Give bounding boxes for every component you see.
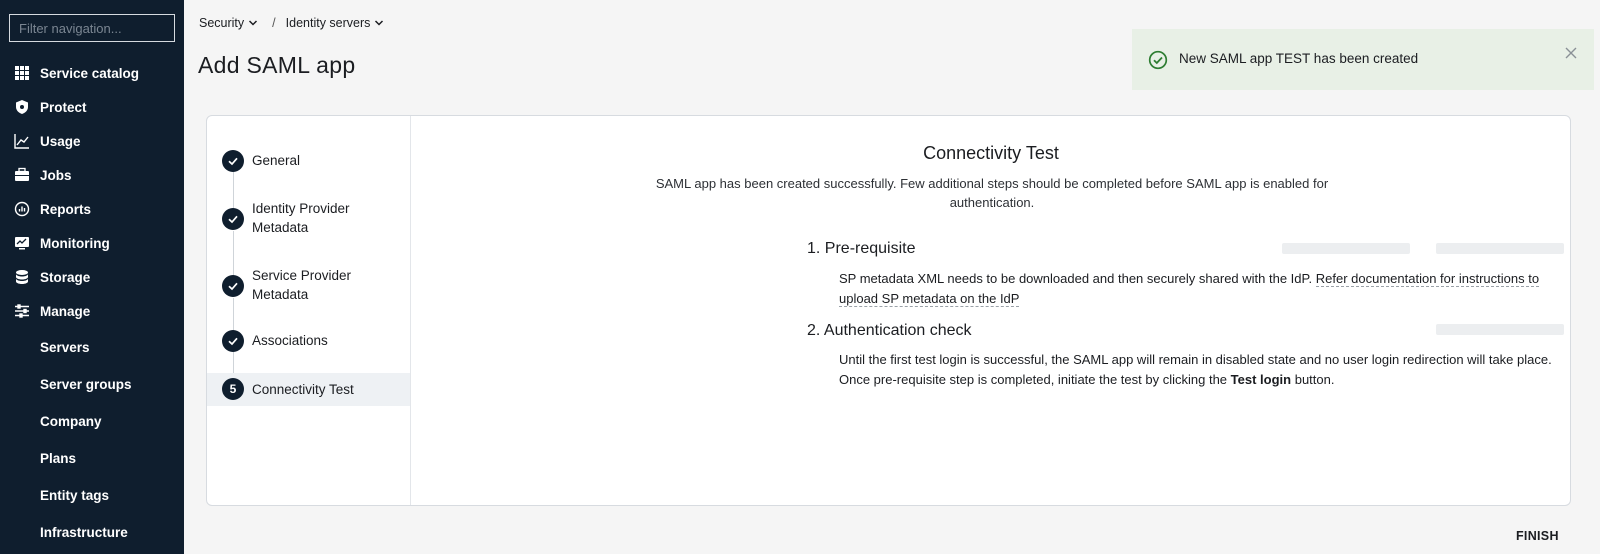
- chevron-down-icon: [374, 18, 384, 28]
- database-icon: [0, 269, 40, 285]
- check-icon: [222, 275, 244, 297]
- briefcase-icon: [0, 167, 40, 183]
- test-login-reference: Test login: [1230, 371, 1292, 387]
- section-title: Connectivity Test: [923, 143, 1059, 163]
- section-description: SAML app has been created successfully. Few additional steps should be completed before SAML app is enabled for authentication.: [655, 176, 1329, 210]
- wizard-step-service-provider-metadata[interactable]: [207, 266, 410, 306]
- step-label: General: [252, 153, 301, 168]
- sidebar-subitem-servers[interactable]: Servers: [40, 339, 90, 355]
- prerequisite-heading: 1. Pre-requisite: [807, 240, 916, 257]
- sidebar-subitem-entity-tags[interactable]: Entity tags: [40, 487, 110, 503]
- breadcrumb-identity-servers-label: Identity servers: [285, 16, 371, 30]
- sidebar-subitem-plans[interactable]: Plans: [40, 450, 77, 466]
- sidebar: [0, 0, 184, 554]
- check-icon: [222, 208, 244, 230]
- wizard-step-identity-provider-metadata[interactable]: [207, 199, 410, 239]
- documentation-link[interactable]: Refer documentation for instructions to upload SP metadata on the IdP: [839, 271, 1540, 306]
- sidebar-subitem-server-groups[interactable]: Server groups: [40, 376, 132, 392]
- sidebar-item-label: Usage: [40, 133, 81, 149]
- breadcrumb-identity-servers[interactable]: [286, 16, 385, 30]
- sidebar-item-storage[interactable]: [0, 262, 184, 292]
- grid-icon: [0, 65, 40, 81]
- sidebar-item-label: Protect: [40, 99, 87, 115]
- prerequisite-body: SP metadata XML needs to be downloaded and then securely shared with the IdP.: [839, 271, 1313, 286]
- auth-body: Until the first test login is successful, the SAML app will remain in disabled state and no user login redirection will take place. Once pre-requisite step is completed, initiate the test by clicking the: [839, 352, 1552, 387]
- breadcrumb-separator: /: [272, 16, 276, 30]
- sidebar-item-protect[interactable]: [0, 92, 184, 122]
- breadcrumb-security[interactable]: [199, 16, 258, 30]
- close-icon[interactable]: [1564, 46, 1578, 60]
- loading-placeholder: [1436, 243, 1564, 254]
- chevron-down-icon: [248, 18, 258, 28]
- sidebar-item-label: Monitoring: [40, 235, 110, 251]
- sidebar-item-service-catalog[interactable]: [0, 58, 184, 88]
- sidebar-item-reports[interactable]: [0, 194, 184, 224]
- check-icon: [222, 330, 244, 352]
- check-circle-icon: [1148, 50, 1168, 70]
- monitor-icon: [0, 235, 40, 251]
- sidebar-item-usage[interactable]: [0, 126, 184, 156]
- step-label: Identity Provider Metadata: [252, 201, 350, 235]
- sliders-icon: [0, 303, 40, 319]
- breadcrumb: [199, 16, 384, 30]
- sidebar-item-label: Storage: [40, 269, 91, 285]
- breadcrumb-security-label: Security: [199, 16, 245, 30]
- wizard-step-associations[interactable]: [207, 330, 410, 352]
- auth-body-end: button.: [1294, 371, 1335, 387]
- chart-line-icon: [0, 133, 40, 149]
- page-title: Add SAML app: [198, 52, 356, 78]
- wizard-steps: [207, 116, 411, 505]
- wizard-step-general[interactable]: [207, 150, 410, 172]
- loading-placeholder: [1282, 243, 1410, 254]
- step-label: Service Provider Metadata: [252, 268, 352, 302]
- sidebar-item-label: Reports: [40, 201, 92, 217]
- success-toast: [1132, 29, 1594, 90]
- sidebar-item-label: Manage: [40, 303, 91, 319]
- step-number-badge: 5: [222, 378, 244, 400]
- sidebar-item-monitoring[interactable]: [0, 228, 184, 258]
- finish-button[interactable]: FINISH: [1516, 529, 1559, 543]
- step-label: Connectivity Test: [252, 382, 354, 397]
- sidebar-item-label: Service catalog: [40, 65, 140, 81]
- shield-icon: [0, 99, 40, 115]
- authentication-check-heading: 2. Authentication check: [807, 322, 972, 339]
- wizard-step-connectivity-test[interactable]: [207, 373, 410, 406]
- loading-placeholder: [1436, 324, 1564, 335]
- prerequisite-text: [839, 269, 1559, 308]
- check-icon: [222, 150, 244, 172]
- sidebar-subitem-infrastructure[interactable]: Infrastructure: [40, 524, 128, 540]
- sidebar-subitem-company[interactable]: Company: [40, 413, 102, 429]
- sidebar-item-label: Jobs: [40, 167, 72, 183]
- toast-message: New SAML app TEST has been created: [1179, 51, 1419, 66]
- authentication-check-text: [839, 350, 1559, 389]
- connectivity-test-panel: [412, 116, 1570, 505]
- report-icon: [0, 201, 40, 217]
- sidebar-item-manage[interactable]: [0, 296, 184, 326]
- step-label: Associations: [252, 333, 328, 348]
- filter-navigation-input[interactable]: [9, 14, 175, 42]
- sidebar-item-jobs[interactable]: [0, 160, 184, 190]
- wizard-card: [206, 115, 1571, 506]
